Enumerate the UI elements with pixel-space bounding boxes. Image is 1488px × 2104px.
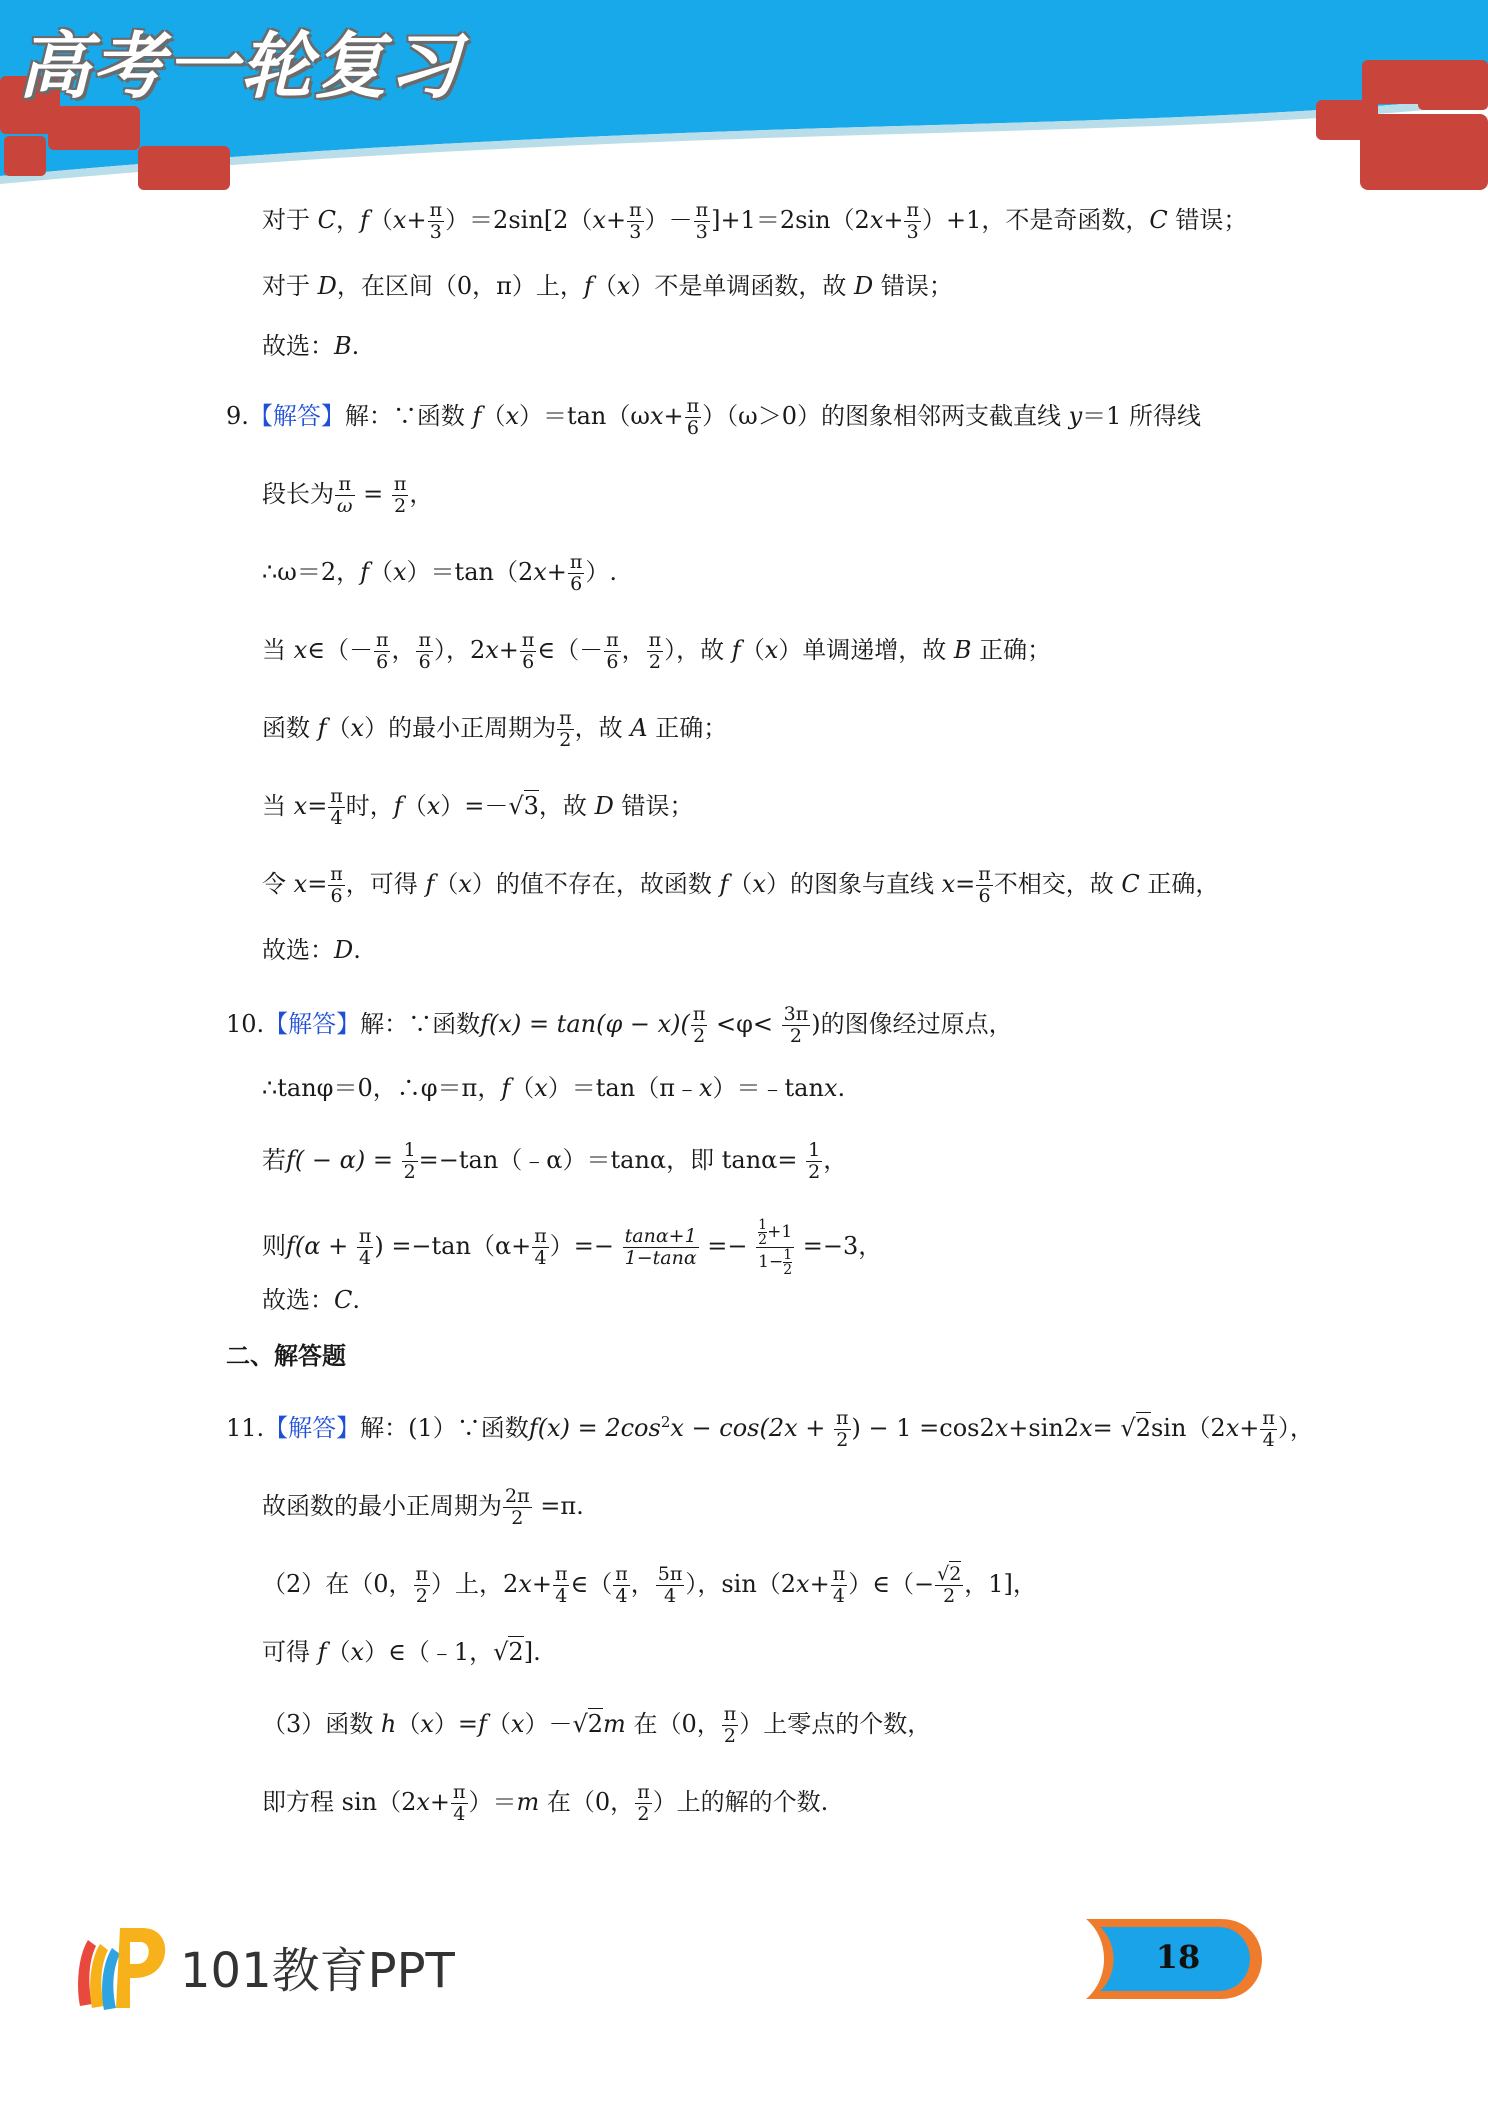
fraction: $\frac{\pi}{4}$: [330, 785, 343, 829]
fraction: $\frac{\pi}{6}$: [606, 629, 619, 673]
sqrt: √2: [493, 1638, 524, 1666]
nested-fraction: $\frac{1}{2}$: [783, 1247, 793, 1278]
text-line: 若f( − α) = $\frac{1}{2}$ =−tan（﹣α）＝tanα，即 tanα= $\frac{1}{2}$ ，: [262, 1139, 848, 1183]
fraction: $\frac{5\pi}{4}$: [657, 1563, 683, 1607]
fraction: $\frac{\pi}{4}$: [534, 1225, 547, 1269]
fraction: $\frac{\pi}{6}$: [978, 863, 991, 907]
fraction: $\frac{\pi}{2}$: [648, 629, 662, 673]
sqrt: √2: [1120, 1414, 1151, 1442]
text-line: （3）函数 h（x）=f（x）－√2m 在（0， $\frac{\pi}{2}$ ）上零点的个数，: [262, 1703, 932, 1747]
sqrt: √2: [572, 1710, 604, 1738]
header-title: 高考一轮复习: [18, 24, 463, 108]
fraction: $\frac{\pi}{4}$: [615, 1563, 628, 1607]
fraction: $\frac{\pi}{3}$: [629, 199, 642, 243]
fraction: $\frac{\pi}{3}$: [695, 199, 709, 243]
fraction: $\frac{\pi}{6}$: [686, 395, 700, 439]
header-banner: [0, 0, 1488, 200]
fraction: $\frac{\pi}{2}$: [637, 1781, 650, 1825]
text-line: 则f(α + $\frac{\pi}{4}$ ) =−tan（α+ $\frac{\pi}{4}$ ）=− $\frac{\tan\alpha+1}{1-\tan\alpha}$ =− $\frac{1}{2}$ +1 1− $\frac{1}{2}$ =−3，: [262, 1217, 883, 1278]
fraction: $\frac{\pi}{2}$: [836, 1407, 849, 1451]
fraction: $\frac{3\pi}{2}$: [783, 1003, 809, 1047]
fraction: $\frac{\pi}{2}$: [415, 1563, 429, 1607]
answer-tag: 【解答】: [248, 402, 345, 430]
fraction: $\frac{√2}{2}$: [937, 1563, 962, 1607]
text-line: 故选：B.: [262, 332, 360, 360]
fraction: $\frac{\pi}{2}$: [559, 707, 572, 751]
answer-tag: 【解答】: [264, 1414, 361, 1442]
answer-tag: 【解答】: [264, 1010, 361, 1038]
fraction: $\frac{\pi}{2}$: [692, 1003, 706, 1047]
text-line: 故选：C.: [262, 1286, 361, 1314]
fraction: $\frac{\pi}{6}$: [521, 629, 535, 673]
nested-fraction: $\frac{1}{2}$: [758, 1217, 768, 1248]
text-line: 当 x= $\frac{\pi}{4}$ 时，f（x）=－√3，故 D 错误；: [262, 785, 694, 829]
fraction: $\frac{1}{2}$: [403, 1139, 416, 1183]
fraction: $\frac{\pi}{4}$: [358, 1225, 372, 1269]
question-10-line-1: 10.【解答】解：∵函数f(x) = tan(φ − x)( $\frac{\pi}{2}$ <φ< $\frac{3\pi}{2}$ )的图像经过原点，: [226, 1003, 1013, 1047]
fraction: $\frac{\tan\alpha+1}{1-\tan\alpha}$: [624, 1225, 697, 1269]
fraction: $\frac{\pi}{3}$: [429, 199, 443, 243]
fraction: $\frac{\pi}{2}$: [723, 1703, 737, 1747]
text-line: （2）在（0， $\frac{\pi}{2}$ ）上，2x+ $\frac{\pi}{4}$ ∈（ $\frac{\pi}{4}$ ， $\frac{5\pi}{4}$ ），sin（2x+ $\frac{\pi}{4}$ ）∈（− $\frac{√2}{2}$ ，1]，: [262, 1563, 1037, 1607]
fraction: $\frac{1}{2}$: [808, 1139, 821, 1183]
text-line: 即方程 sin（2x+ $\frac{\pi}{4}$ ）＝m 在（0， $\frac{\pi}{2}$ ）上的解的个数.: [262, 1781, 829, 1825]
text-line: 令 x= $\frac{\pi}{6}$ ，可得 f（x）的值不存在，故函数 f（x）的图象与直线 x= $\frac{\pi}{6}$ 不相交，故 C 正确，: [262, 863, 1220, 907]
text-line: ∴tanφ＝0，∴φ＝π，f（x）＝tan（π﹣x）＝﹣tanx.: [262, 1074, 846, 1102]
text-line: ∴ω＝2，f（x）＝tan（2x+ $\frac{\pi}{6}$ ）.: [262, 551, 618, 595]
text-line: 当 x∈（－ $\frac{\pi}{6}$ ， $\frac{\pi}{6}$ ），2x+ $\frac{\pi}{6}$ ∈（－ $\frac{\pi}{6}$ ， $\frac{\pi}{2}$ ），故 f（x）单调递增，故 B 正确；: [262, 629, 1052, 673]
fraction: $\frac{\pi}{6}$: [418, 629, 431, 673]
fraction: $\frac{1}{2}$ +1 1− $\frac{1}{2}$: [758, 1217, 793, 1278]
fraction: $\frac{2\pi}{2}$: [505, 1485, 530, 1529]
fraction: $\frac{\pi}{6}$: [569, 551, 583, 595]
text-line: 故函数的最小正周期为 $\frac{2\pi}{2}$ =π.: [262, 1485, 584, 1529]
sqrt: √2: [937, 1563, 962, 1585]
fraction: $\frac{\pi}{4}$: [832, 1563, 846, 1607]
fraction: $\frac{\pi}{2}$: [393, 473, 407, 517]
text-line: 故选：D.: [262, 936, 361, 964]
fraction: $\frac{\pi}{4}$: [1262, 1407, 1275, 1451]
text-line: 可得 f（x）∈（﹣1，√2].: [262, 1638, 541, 1666]
logo-text: 101教育PPT: [180, 1943, 455, 1999]
logo-icon: [70, 1916, 170, 2020]
fraction: $\frac{\pi}{4}$: [453, 1781, 466, 1825]
question-9-line-1: 9.【解答】解：∵函数 f（x）＝tan（ωx+ $\frac{\pi}{6}$ ）（ω＞0）的图象相邻两支截直线 y＝1 所得线: [226, 395, 1202, 439]
fraction: $\frac{\pi}{6}$: [330, 863, 343, 907]
text-line: 对于 C，f（x+ $\frac{\pi}{3}$ ）＝2sin[2（x+ $\frac{\pi}{3}$ ）－ $\frac{\pi}{3}$ ]+1＝2sin（2x+ $\frac{\pi}{3}$ ）+1，不是奇函数，C 错误；: [262, 199, 1248, 243]
text-line: 段长为 $\frac{\pi}{\omega}$ = $\frac{\pi}{2}$ ，: [262, 473, 434, 517]
text-line: 函数 f（x）的最小正周期为 $\frac{\pi}{2}$ ，故 A 正确；: [262, 707, 728, 751]
sqrt: √3: [508, 792, 539, 820]
fraction: $\frac{\pi}{3}$: [906, 199, 919, 243]
fraction: $\frac{\pi}{4}$: [554, 1563, 568, 1607]
fraction: $\frac{\pi}{6}$: [375, 629, 389, 673]
fraction: $\frac{\pi}{\omega}$: [337, 473, 353, 517]
section-heading: 二、解答题: [226, 1342, 346, 1370]
text-line: 对于 D，在区间（0，π）上，f（x）不是单调函数，故 D 错误；: [262, 272, 953, 300]
page-number: 18: [1155, 1938, 1201, 1976]
question-11-line-1: 11.【解答】解：(1）∵函数$f(x) = 2\cos^2x - \cos(2x$ + $\frac{\pi}{2}$ ) − 1 =cos2x+sin2x= √2sin（2x+ $\frac{\pi}{4}$ ），: [226, 1407, 1314, 1451]
